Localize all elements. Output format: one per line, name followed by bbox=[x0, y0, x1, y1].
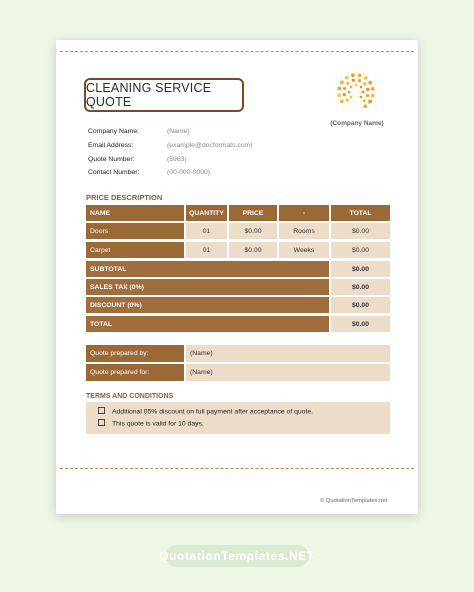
logo-dot bbox=[340, 81, 344, 85]
checkbox-icon[interactable] bbox=[98, 419, 105, 426]
item-total: $0.00 bbox=[331, 223, 390, 239]
logo-dot bbox=[348, 91, 351, 94]
item-name-carpet[interactable]: Carpet bbox=[86, 242, 184, 258]
discount-value: $0.00 bbox=[331, 297, 390, 313]
info-value[interactable]: (5963) bbox=[167, 156, 187, 163]
logo-dot bbox=[350, 86, 353, 89]
discount-label: DISCOUNT (0%) bbox=[86, 297, 329, 313]
term-text: Additional 05% discount on full payment after acceptance of quote. bbox=[112, 408, 314, 416]
logo-dot bbox=[366, 94, 369, 97]
sales-tax-label: SALES TAX (0%) bbox=[86, 279, 329, 295]
logo-dot bbox=[343, 93, 346, 96]
total-label: TOTAL bbox=[86, 316, 329, 332]
info-value[interactable]: (example@docformats.com) bbox=[167, 142, 253, 149]
top-dashed-divider bbox=[60, 51, 414, 52]
prepared-by-value[interactable]: (Name) bbox=[186, 345, 390, 362]
price-description-heading: PRICE DESCRIPTION bbox=[86, 193, 163, 202]
column-header-price: PRICE bbox=[229, 205, 277, 221]
logo-dot bbox=[345, 76, 349, 80]
total-value: $0.00 bbox=[331, 316, 390, 332]
prepared-for-label: Quote prepared for: bbox=[86, 364, 184, 381]
item-unit[interactable]: Weeks bbox=[279, 242, 329, 258]
terms-box bbox=[86, 402, 390, 434]
info-value[interactable]: (00-000-0000) bbox=[167, 169, 211, 176]
item-quantity[interactable]: 01 bbox=[186, 242, 227, 258]
checkbox-icon[interactable] bbox=[98, 407, 105, 414]
logo-dot bbox=[363, 104, 367, 108]
logo-dot bbox=[355, 84, 358, 87]
logo-dot bbox=[346, 99, 349, 102]
document-title: CLEANING SERVICE QUOTE bbox=[84, 78, 244, 112]
subtotal-label: SUBTOTAL bbox=[86, 261, 329, 277]
prepared-for-value[interactable]: (Name) bbox=[186, 364, 390, 381]
term-item bbox=[98, 408, 313, 415]
logo-dot bbox=[358, 79, 361, 82]
sales-tax-value: $0.00 bbox=[331, 279, 390, 295]
logo-dot bbox=[346, 82, 349, 85]
logo-dot bbox=[363, 82, 366, 85]
logo-dot bbox=[337, 93, 341, 97]
logo-dot bbox=[368, 81, 372, 85]
logo-dot bbox=[360, 86, 363, 89]
item-name-doors[interactable]: Doors bbox=[86, 223, 184, 239]
column-header-unit: - bbox=[279, 205, 329, 221]
brand-watermark: QuotationTemplates.NET bbox=[165, 545, 309, 567]
logo-dot bbox=[350, 96, 353, 99]
item-price[interactable]: $0.00 bbox=[229, 242, 277, 258]
info-label: Company Name: bbox=[88, 128, 139, 135]
company-logo-icon bbox=[334, 70, 378, 114]
logo-dot bbox=[366, 88, 369, 91]
term-item bbox=[98, 420, 204, 427]
bottom-dashed-divider bbox=[60, 468, 414, 469]
info-label: Contact Number: bbox=[88, 169, 140, 176]
logo-dot bbox=[343, 87, 346, 90]
item-total: $0.00 bbox=[331, 242, 390, 258]
logo-dot bbox=[362, 91, 365, 94]
logo-dot bbox=[363, 99, 366, 102]
logo-dot bbox=[340, 99, 344, 103]
logo-dot bbox=[337, 87, 341, 91]
column-header-name: NAME bbox=[86, 205, 184, 221]
item-price[interactable]: $0.00 bbox=[229, 223, 277, 239]
term-text: This quote is valid for 10 days. bbox=[112, 420, 204, 428]
logo-dot bbox=[364, 76, 368, 80]
logo-dot bbox=[368, 100, 372, 104]
terms-heading: TERMS AND CONDITIONS bbox=[86, 393, 174, 400]
logo-dot bbox=[351, 73, 355, 77]
info-label: Quote Number: bbox=[88, 156, 135, 163]
quote-document bbox=[56, 40, 418, 514]
item-unit[interactable]: Rooms bbox=[279, 223, 329, 239]
prepared-by-label: Quote prepared by: bbox=[86, 345, 184, 362]
logo-dot bbox=[371, 87, 375, 91]
footer-credit: © QuotationTemplates.net bbox=[320, 498, 388, 504]
logo-dot bbox=[360, 96, 363, 99]
info-label: Email Address: bbox=[88, 142, 134, 149]
logo-dot bbox=[358, 73, 362, 77]
column-header-total: TOTAL bbox=[331, 205, 390, 221]
column-header-quantity: QUANTITY bbox=[186, 205, 227, 221]
subtotal-value: $0.00 bbox=[331, 261, 390, 277]
info-value[interactable]: (Name) bbox=[167, 128, 190, 135]
company-name-placeholder: (Company Name) bbox=[330, 120, 384, 127]
item-quantity[interactable]: 01 bbox=[186, 223, 227, 239]
logo-dot bbox=[352, 79, 355, 82]
logo-dot bbox=[371, 94, 375, 98]
